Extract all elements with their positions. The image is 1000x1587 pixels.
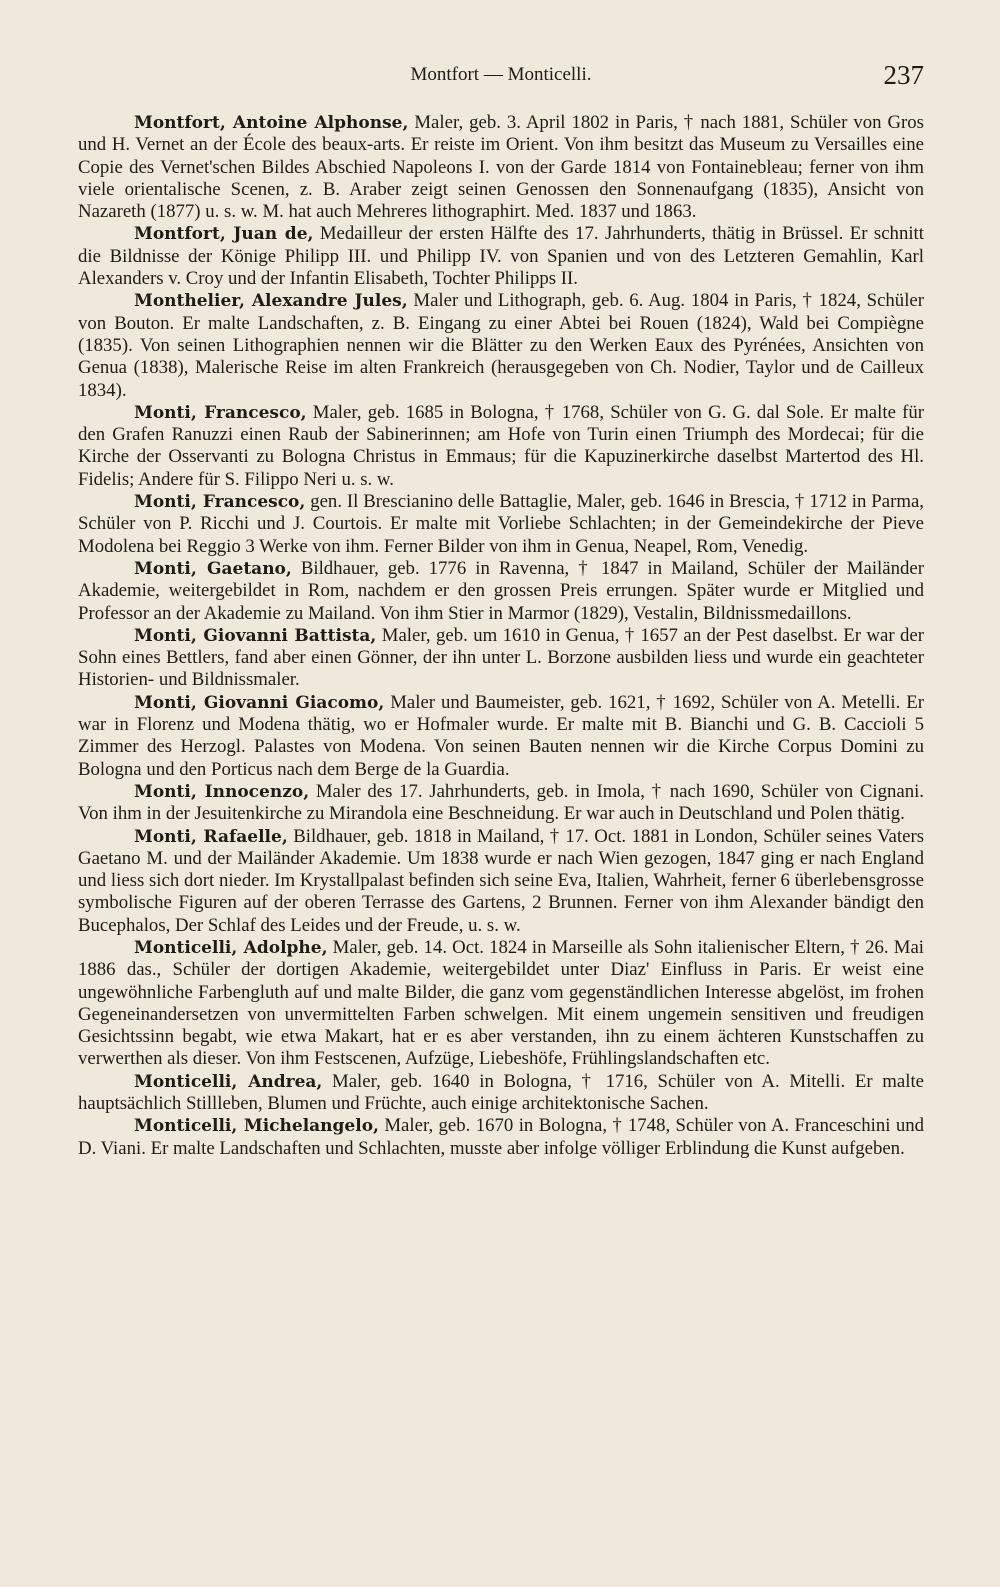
entry-name: Montfort, Antoine Alphonse,	[134, 113, 409, 133]
entry-name: Monti, Gaetano,	[134, 558, 292, 579]
entry-name: Monti, Francesco,	[134, 402, 307, 423]
running-header	[78, 62, 924, 96]
entry-text: Maler, geb. 1640 in Bologna, † 1716, Schüler von A. Mitelli. Er malte hauptsächlich Stillleben, Blumen und Früchte, auch einige architektonische Sachen.	[78, 1070, 924, 1115]
entry-monti-giovanni-giacomo	[78, 692, 924, 781]
entry-name: Monti, Giovanni Giacomo,	[134, 692, 385, 713]
entry-name: Monthelier, Alexandre Jules,	[134, 291, 408, 312]
entry-monti-francesco-1	[78, 402, 924, 491]
entry-text: Maler und Lithograph, geb. 6. Aug. 1804 in Paris, † 1824, Schüler von Bouton. Er malte Landschaften, z. B. Eingang zu einer Abtei bei Rouen (1824), Wald bei Compiègne (1835). Von seinen Lithographien nennen wir die Blätter zu den Werken Eaux des Pyrénées, Ansichten von Genua (1838), Malerische Reise im alten Frankreich (herausgegeben von Ch. Nodier, Taylor und de Cailleux 1834).	[78, 290, 924, 401]
entry-text: Bildhauer, geb. 1818 in Mailand, † 17. Oct. 1881 in London, Schüler seines Vaters Gaetano M. und der Mailänder Akademie. Um 1838 wurde er nach Wien gezogen, 1847 ging er nach England und liess sich dort nieder. Im Krystallpalast befinden sich seine Eva, Italien, Wahrheit, ferner 6 überlebensgrosse symbolische Figuren auf der oberen Terrasse des Gartens, 2 Brunnen. Ferner von ihm Alexander bändigt den Bucephalos, Der Schlaf des Leides und der Freude, u. s. w.	[78, 825, 925, 936]
entry-name: Monticelli, Andrea,	[134, 1071, 323, 1092]
entry-monticelli-adolphe	[78, 937, 924, 1071]
entry-text: Maler, geb. um 1610 in Genua, † 1657 an der Pest daselbst. Er war der Sohn eines Bettlers, fand aber einen Gönner, der ihn unter L. Borzone ausbilden liess und wurde ein geachteter Historien- und Bildnissmaler.	[78, 624, 924, 691]
entry-monticelli-michelangelo	[78, 1115, 924, 1160]
entry-monti-innocenzo	[78, 781, 924, 826]
entry-text: Medailleur der ersten Hälfte des 17. Jahrhunderts, thätig in Brüssel. Er schnitt die Bildnisse der Könige Philipp III. und Philipp IV. von Spanien und von des Letzteren Gemahlin, Karl Alexanders v. Croy und der Infantin Elisabeth, Tochter Philipps II.	[78, 223, 924, 290]
entry-text: Maler, geb. 1685 in Bologna, † 1768, Schüler von G. G. dal Sole. Er malte für den Grafen Ranuzzi einen Raub der Sabinerinnen; am Hofe von Turin einen Triumph des Mordecai; für die Kirche der Osservanti zu Bologna Christus in Emmaus; für die Kapuzinerkirche daselbst Martertod des Hl. Fidelis; Andere für S. Filippo Neri u. s. w.	[78, 401, 924, 490]
entry-monti-gaetano	[78, 558, 924, 625]
dictionary-page	[78, 62, 924, 1562]
entry-monti-francesco-2	[78, 491, 924, 558]
entry-montfort-antoine	[78, 112, 924, 223]
header-title: Montfort — Monticelli.	[410, 64, 592, 85]
entry-text: Maler, geb. 1670 in Bologna, † 1748, Schüler von A. Franceschini und D. Viani. Er malte Landschaften und Schlachten, musste aber infolge völliger Erblindung die Kunst aufgeben.	[78, 1115, 925, 1159]
entry-name: Monti, Giovanni Battista,	[134, 625, 377, 646]
entry-name: Monti, Rafaelle,	[134, 826, 288, 847]
entry-montfort-juan	[78, 223, 924, 290]
entry-text: Maler und Baumeister, geb. 1621, † 1692, Schüler von A. Metelli. Er war in Florenz und Modena thätig, wo er Hofmaler wurde. Er malte mit B. Bianchi und G. B. Caccioli 5 Zimmer des Herzogl. Palastes von Modena. Von seinen Bauten nennen wir die Kirche Corpus Domini zu Bologna und den Porticus nach dem Berge de la Guardia.	[78, 691, 924, 780]
entry-name: Monticelli, Michelangelo,	[134, 1116, 379, 1137]
entry-text: gen. Il Brescianino delle Battaglie, Maler, geb. 1646 in Brescia, † 1712 in Parma, Schüler von P. Ricchi und J. Courtois. Er malte mit Vorliebe Schlachten; in der Gemeindekirche der Pieve Modolena bei Reggio 3 Werke von ihm. Ferner Bilder von ihm in Genua, Neapel, Rom, Venedig.	[78, 491, 924, 557]
entry-name: Montfort, Juan de,	[134, 224, 314, 245]
entry-text: Maler, geb. 3. April 1802 in Paris, † nach 1881, Schüler von Gros und H. Vernet an der École des beaux-arts. Er reiste im Orient. Von ihm besitzt das Museum zu Versailles eine Copie des Vernet'schen Bildes Abschied Napoleons I. von der Garde 1814 von Fontainebleau; ferner von ihm viele orientalische Scenen, z. B. Araber zeigt seinen Genossen den Sonnenaufgang (1835), Ansicht von Nazareth (1877) u. s. w. M. hat auch Mehreres lithographirt. Med. 1837 und 1863.	[78, 112, 924, 223]
entry-text: Maler des 17. Jahrhunderts, geb. in Imola, † nach 1690, Schüler von Cignani. Von ihm in der Jesuitenkirche zu Mirandola eine Beschneidung. Er war auch in Deutschland und Polen thätig.	[78, 780, 924, 825]
entry-name: Monti, Innocenzo,	[134, 781, 310, 802]
entry-monti-giovanni-battista	[78, 625, 924, 692]
entry-name: Monticelli, Adolphe,	[134, 937, 328, 958]
entry-name: Monti, Francesco,	[134, 492, 306, 513]
entry-text: Bildhauer, geb. 1776 in Ravenna, † 1847 in Mailand, Schüler der Mailänder Akademie, weitergebildet in Rom, nachdem er den grossen Preis errungen. Später wurde er Mitglied und Professor an der Akademie zu Mailand. Von ihm Stier in Marmor (1829), Vestalin, Bildnissmedaillons.	[78, 557, 924, 624]
entry-text: Maler, geb. 14. Oct. 1824 in Marseille als Sohn italienischer Eltern, † 26. Mai 1886 das., Schüler der dortigen Akademie, weitergebildet unter Diaz' Einfluss in Paris. Er weist eine ungewöhnliche Farbengluth auf und malte Bilder, die ganz vom gegenständlichen Interesse abgelöst, im frohen Gegeneinandersetzen von unvermittelten Farben schwelgen. Mit einem ungemein sensitiven und freudigen Gesichtssinn begabt, wie etwa Makart, hat er es aber verstanden, ihn zu einem ächteren Kunstschaffen zu verwerthen als dieser. Von ihm Festscenen, Aufzüge, Liebeshöfe, Frühlingslandschaften etc.	[78, 936, 924, 1070]
entry-list	[78, 112, 924, 1160]
entry-monti-rafaelle	[78, 826, 924, 937]
page-number: 237	[883, 60, 924, 90]
entry-monticelli-andrea	[78, 1071, 924, 1116]
entry-monthelier-alexandre	[78, 290, 924, 401]
